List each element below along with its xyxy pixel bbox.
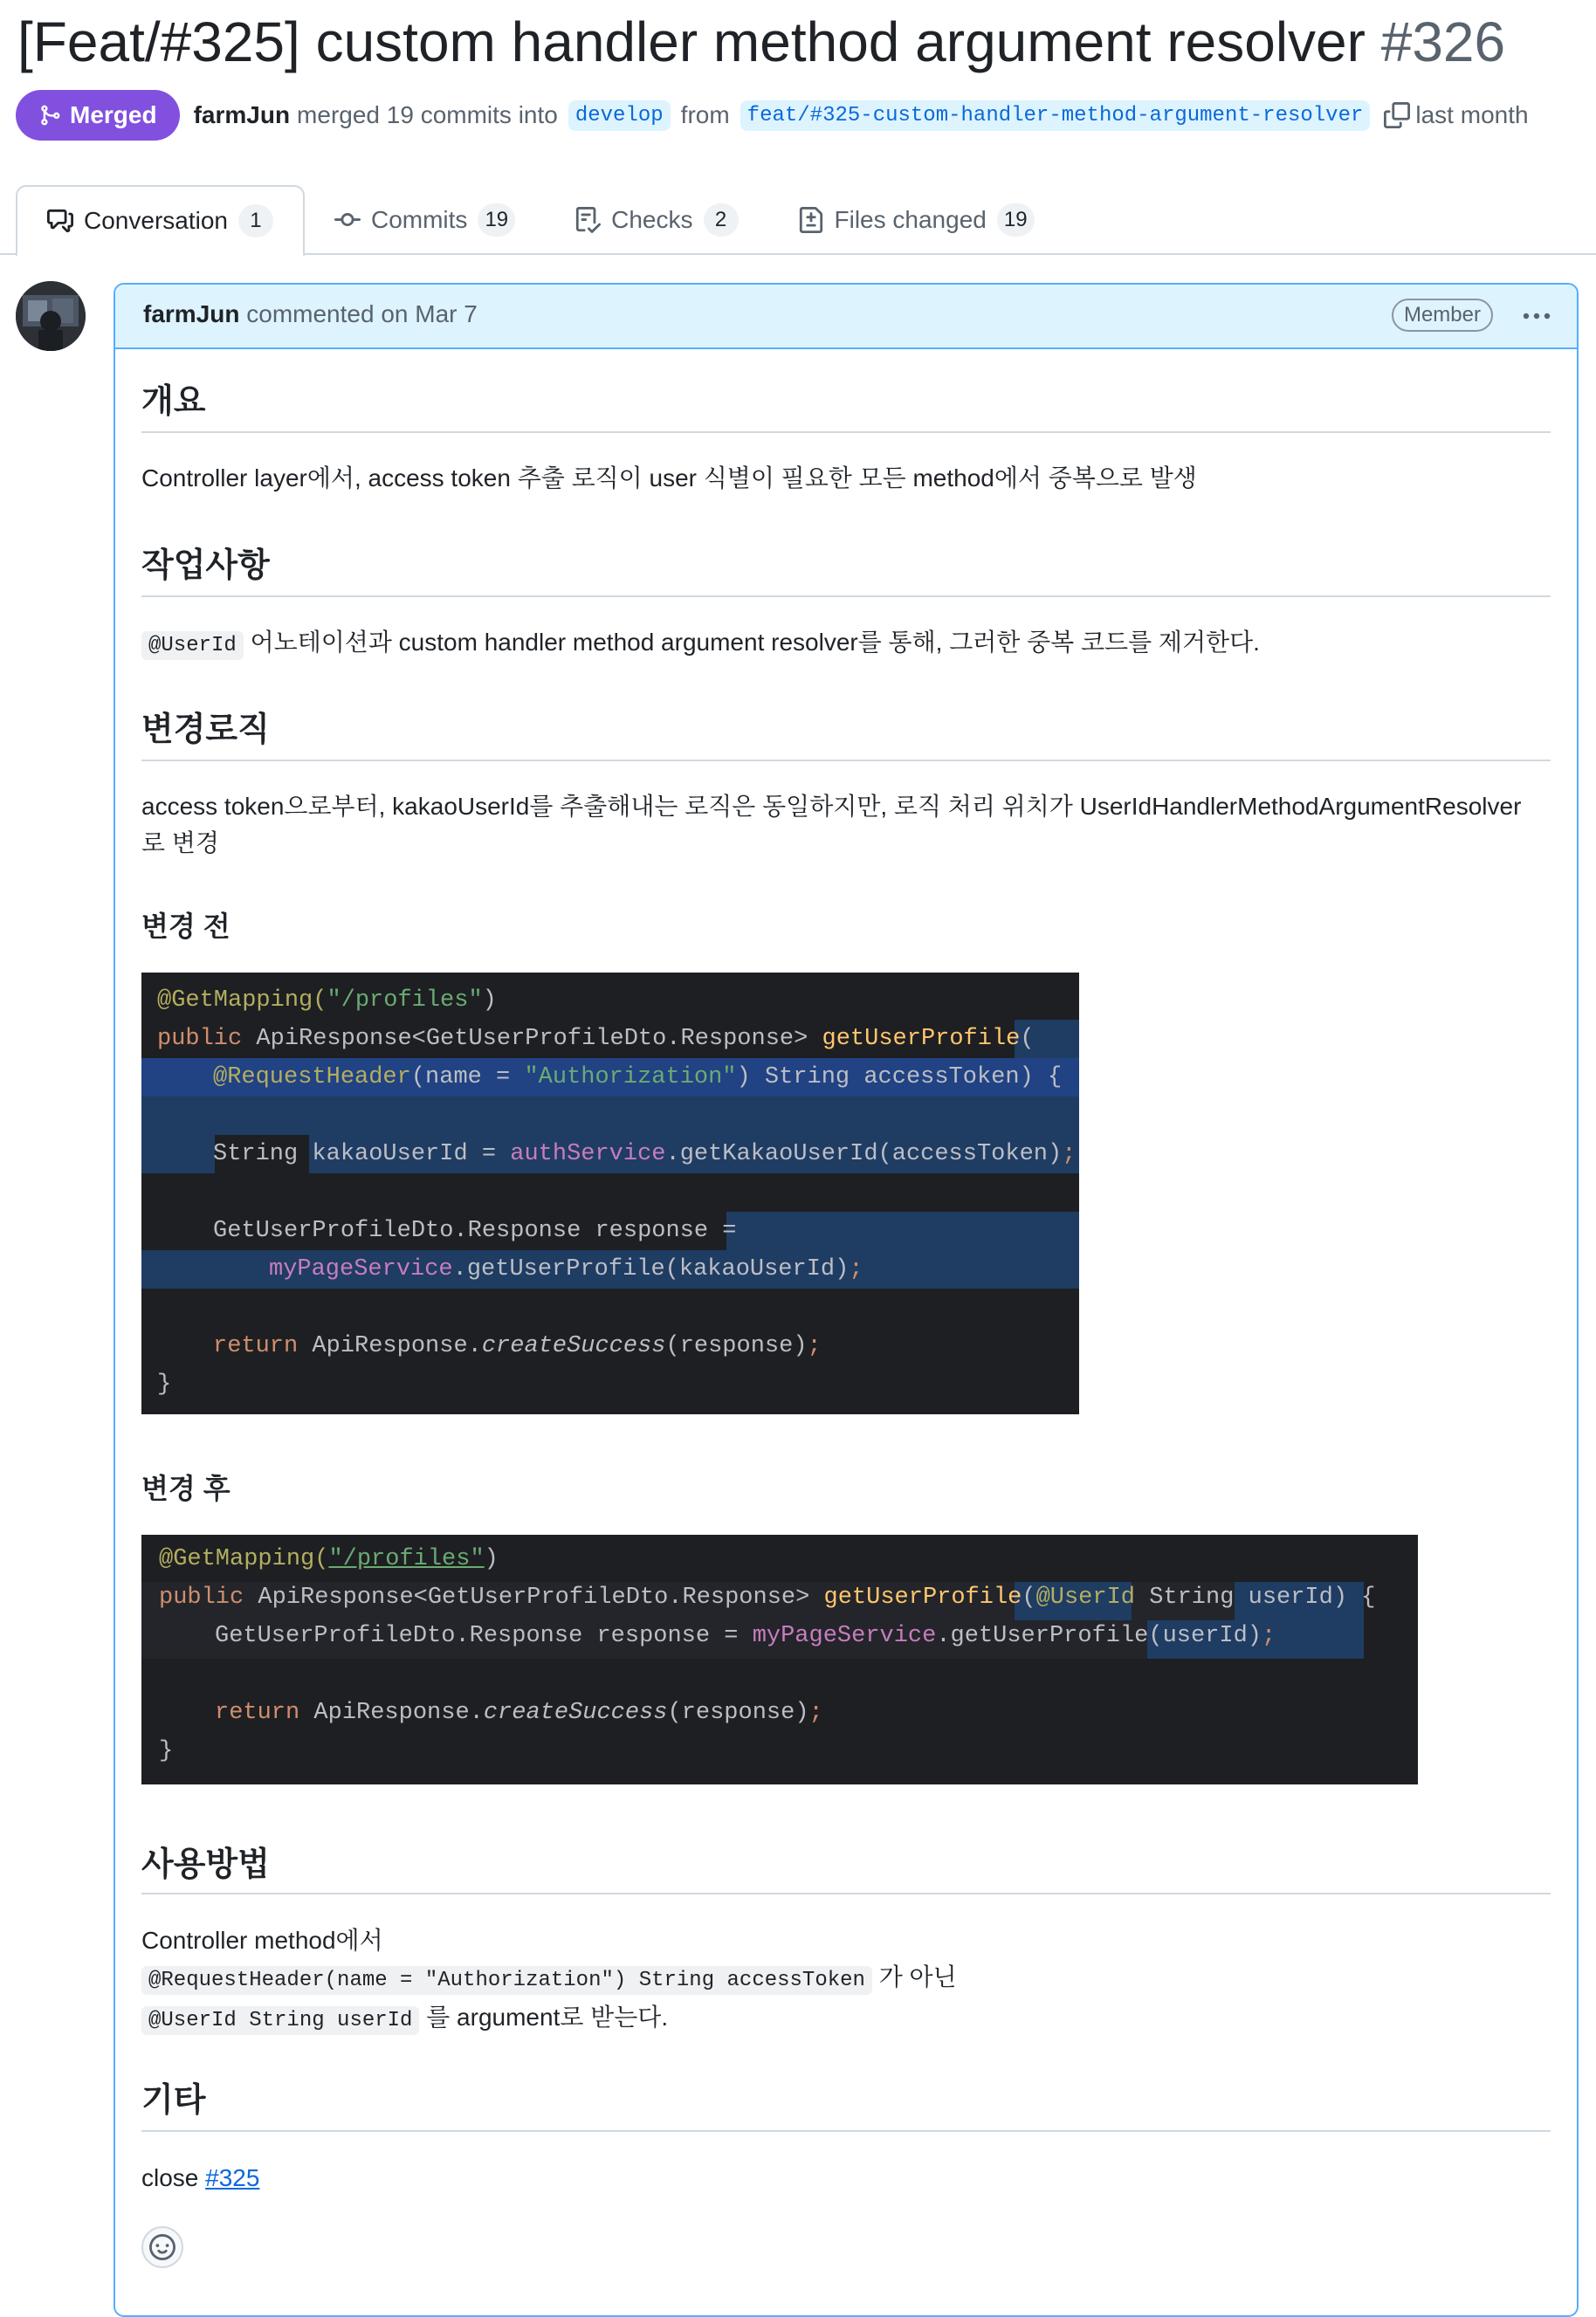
member-badge: Member — [1392, 299, 1493, 332]
code-line: @GetMapping("/profiles") — [159, 1546, 499, 1572]
overview-text: Controller layer에서, access token 추출 로직이 user 식별이 필요한 모든 method에서 중복으로 발생 — [141, 464, 1197, 492]
inline-code-request-header: @RequestHeader(name = "Authorization") String accessToken — [141, 1966, 872, 1995]
etc-paragraph — [141, 2160, 259, 2197]
section-heading-logic-change: 변경로직 — [141, 712, 270, 748]
code-line: myPageService.getUserProfile(kakaoUserId); — [269, 1256, 863, 1282]
section-heading-overview: 개요 — [141, 383, 206, 420]
usage-text-1: 가 아닌 — [878, 1963, 957, 1990]
pr-author-link[interactable]: farmJun — [193, 101, 291, 128]
section-heading-etc: 기타 — [141, 2082, 206, 2119]
close-text: close — [141, 2164, 199, 2191]
code-line: return ApiResponse.createSuccess(response); — [213, 1333, 822, 1359]
tab-conversation[interactable] — [16, 185, 305, 257]
smiley-icon[interactable] — [141, 2226, 183, 2268]
code-line: return ApiResponse.createSuccess(response); — [215, 1700, 823, 1726]
code-line: @GetMapping("/profiles") — [157, 987, 497, 1014]
tab-commits-count: 19 — [478, 203, 515, 237]
tab-conversation-label: Conversation — [84, 207, 228, 234]
heading-rule — [141, 2130, 1551, 2132]
copy-icon[interactable] — [1384, 102, 1410, 128]
code-line: public ApiResponse<GetUserProfileDto.Response> getUserProfile(@UserId String userId) { — [159, 1585, 1376, 1611]
comment-action: commented on Mar 7 — [246, 300, 478, 327]
tasks-paragraph — [141, 624, 1556, 664]
heading-rule — [141, 1893, 1551, 1894]
tab-files-changed-label: Files changed — [834, 206, 987, 233]
base-branch[interactable]: develop — [568, 100, 671, 131]
tab-conversation-count: 1 — [238, 204, 273, 237]
tab-checks-label: Checks — [611, 206, 693, 233]
comment-author-link[interactable]: farmJun — [143, 300, 240, 327]
merged-label: Merged — [70, 101, 157, 128]
pr-time: last month — [1415, 101, 1529, 128]
code-line: @RequestHeader(name = "Authorization") String accessToken) { — [213, 1064, 1063, 1090]
head-branch[interactable]: feat/#325-custom-handler-method-argument-resolver — [740, 100, 1371, 131]
comment-header — [115, 285, 1577, 349]
from-text: from — [680, 101, 730, 128]
code-line: String kakaoUserId = authService.getKakaoUserId(accessToken); — [213, 1141, 1077, 1167]
tab-commits-label: Commits — [370, 206, 468, 233]
tab-commits[interactable] — [305, 185, 545, 255]
tab-checks-count: 2 — [704, 203, 739, 237]
usage-line-1: Controller method에서 — [141, 1927, 383, 1954]
tasks-text: 어노테이션과 custom handler method argument resolver를 통해, 그러한 중복 코드를 제거한다. — [250, 629, 1260, 656]
section-heading-usage: 사용방법 — [141, 1846, 270, 1883]
pr-meta — [16, 89, 1529, 141]
code-screenshot-before — [141, 973, 1079, 1414]
issue-link[interactable]: #325 — [205, 2164, 260, 2191]
usage-text-2: 를 argument로 받는다. — [426, 2004, 669, 2031]
inline-code-userid-param: @UserId String userId — [141, 2006, 419, 2035]
file-diff-icon — [798, 207, 824, 233]
usage-paragraph — [141, 1922, 1556, 2039]
code-line: public ApiResponse<GetUserProfileDto.Response> getUserProfile( — [157, 1026, 1035, 1052]
kebab-horizontal-icon[interactable] — [1521, 304, 1552, 333]
code-line: GetUserProfileDto.Response response = myPageService.getUserProfile(userId); — [215, 1623, 1276, 1649]
tab-files-changed[interactable] — [768, 185, 1064, 255]
tab-checks[interactable] — [545, 185, 767, 255]
pr-tabs — [16, 185, 1064, 255]
pr-title — [17, 10, 1505, 73]
code-line: GetUserProfileDto.Response response = — [213, 1218, 737, 1244]
code-screenshot-after — [141, 1535, 1418, 1784]
after-heading: 변경 후 — [141, 1473, 230, 1504]
inline-code-userid: @UserId — [141, 631, 244, 660]
heading-rule — [141, 595, 1551, 597]
git-commit-icon — [334, 207, 361, 233]
git-merge-icon — [38, 104, 61, 127]
pr-title-text: [Feat/#325] custom handler method argument resolver — [17, 10, 1366, 73]
tab-files-changed-count: 19 — [997, 203, 1035, 237]
before-heading: 변경 전 — [141, 911, 230, 942]
heading-rule — [141, 760, 1551, 761]
comment-meta — [143, 300, 478, 328]
checklist-icon — [574, 207, 601, 233]
logic-change-text: access token으로부터, kakaoUserId를 추출해내는 로직은 동일하지만, 로직 처리 위치가 UserIdHandlerMethodArgumentResolver로 변경 — [141, 793, 1522, 856]
heading-rule — [141, 431, 1551, 433]
avatar[interactable] — [16, 281, 86, 351]
code-line: } — [157, 1372, 172, 1398]
merge-text: merged 19 commits into — [297, 101, 558, 128]
selection-highlight — [141, 1097, 1079, 1135]
comment-discussion-icon — [47, 208, 73, 234]
pr-number: #326 — [1380, 10, 1506, 73]
section-heading-tasks: 작업사항 — [141, 547, 270, 584]
code-line: } — [159, 1738, 174, 1764]
merged-status-badge — [16, 90, 180, 141]
